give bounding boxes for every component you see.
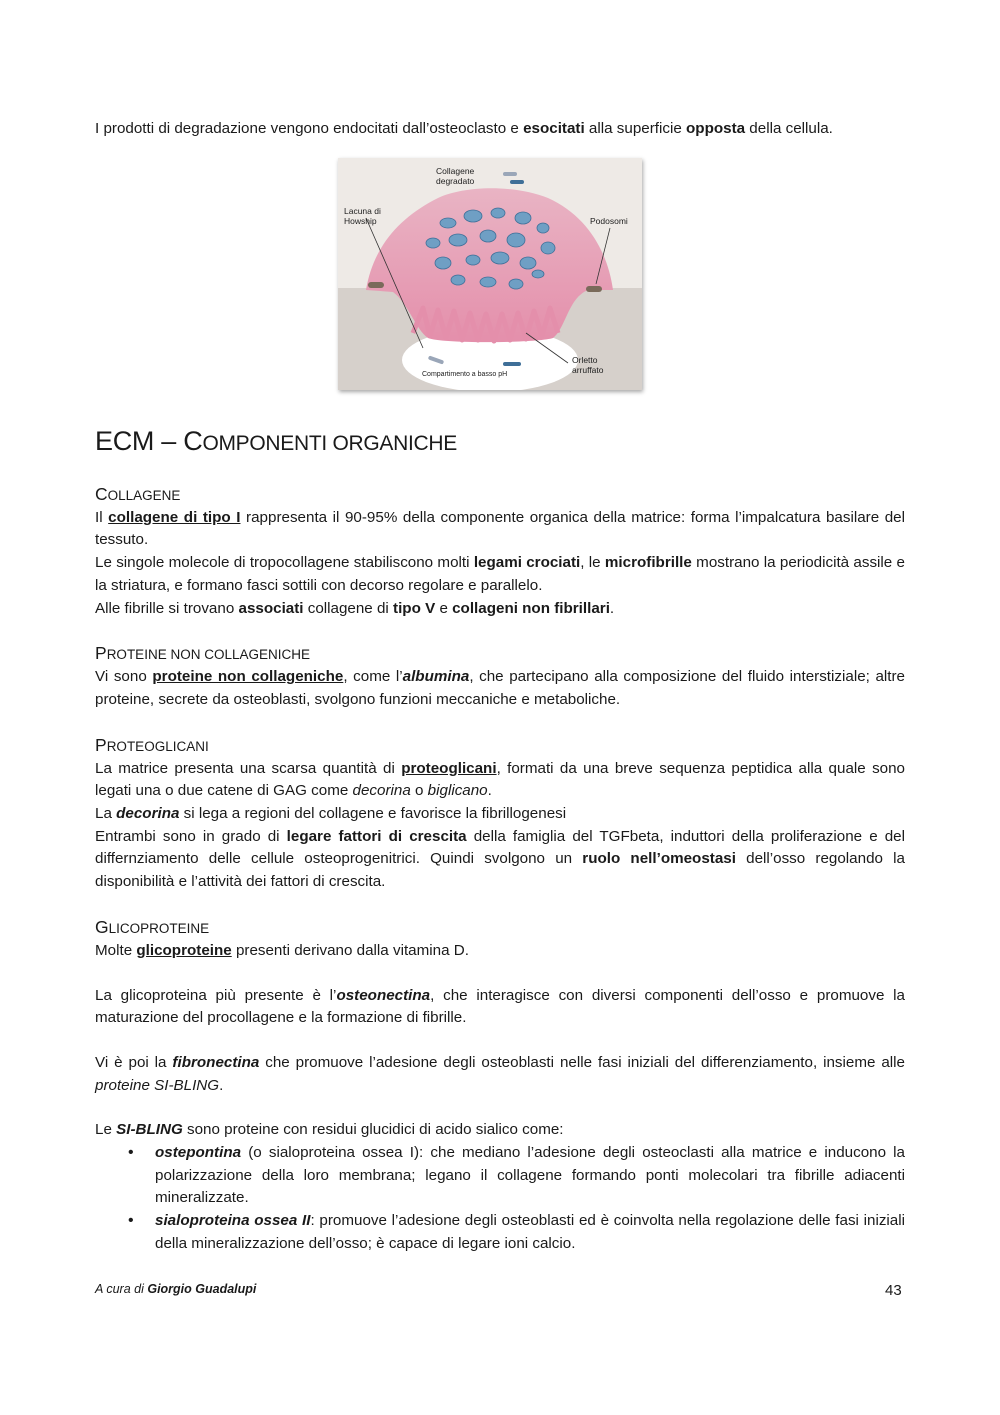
text: si lega a regioni del collagene e favorisce la fibrillogenesi [179, 805, 567, 823]
spacer [95, 1097, 905, 1119]
bold-term: tipo V [393, 599, 436, 617]
bold-italic-term: fibronectina [172, 1053, 260, 1071]
bold-term: ruolo nell’omeostasi [582, 850, 736, 868]
footer-prefix: A cura di [95, 1282, 148, 1296]
label-orletto-2: arruffato [572, 364, 604, 375]
label-compartimento: Compartimento a basso pH [422, 370, 508, 378]
collagene-p1 [95, 507, 905, 552]
bold-term: legare fattori di crescita [286, 827, 467, 845]
text: I prodotti di degradazione vengono endocitati dall’osteoclasto e [95, 120, 524, 137]
underlined-term: proteine non collageniche [152, 668, 344, 686]
text: Le [95, 1121, 117, 1139]
section-heading [95, 426, 905, 457]
page-content [95, 118, 905, 1256]
glicoproteine-p3 [95, 1052, 905, 1097]
podosome-left [368, 282, 384, 288]
text: Alle fibrille si trovano [95, 599, 239, 617]
proteoglicani-p3 [95, 826, 905, 894]
proteine-section [95, 642, 905, 711]
collagene-title [95, 483, 905, 507]
bold-italic-term: SI-BLING [116, 1121, 183, 1139]
bold-italic-term: ostepontina [155, 1144, 242, 1162]
glicoproteine-p2 [95, 985, 905, 1030]
osteoclast-diagram [338, 158, 642, 390]
page-number: 43 [885, 1282, 902, 1299]
label-lacuna-2: Howship [344, 215, 377, 226]
bold-italic-term: sialoproteina ossea II [155, 1212, 311, 1230]
heading-rest: OMPONENTI ORGANICHE [202, 431, 457, 455]
text: presenti derivano dalla vitamina D. [231, 941, 469, 959]
text: collagene di [303, 599, 394, 617]
glicoproteine-p4 [95, 1119, 905, 1142]
text: . [487, 782, 492, 800]
text: alla superficie [584, 120, 687, 137]
text: , le [580, 554, 605, 572]
text: , che partecipano alla composizione del fluido interstiziale; altre proteine, secrete da osteoblasti, svolgono funzioni meccaniche e metaboliche. [95, 668, 905, 708]
text: rappresenta il 90-95% della componente organica della matrice: forma l’impalcatura basilare del tessuto. [95, 508, 905, 549]
title-rest: ROTEOGLICANI [106, 738, 209, 754]
text: , formati da una breve sequenza peptidica alla quale sono legati una o due catene di GAG come [95, 759, 905, 800]
text: Vi sono [95, 668, 153, 686]
text: La matrice presenta una scarsa quantità di [95, 759, 402, 777]
label-collagene-1: Collagene [436, 165, 475, 176]
degraded-collagen [510, 180, 524, 184]
degraded-collagen [503, 172, 517, 176]
text: (o sialoproteina ossea I): che mediano l’adesione degli osteoclasti alla matrice e inducono la polarizzazione della loro membrana; legano il collagene formando ponti molecolari tra fibrille adiacenti mineralizzate. [155, 1144, 905, 1207]
text: Molte [95, 941, 137, 959]
degraded-collagen [503, 362, 521, 366]
proteoglicani-section [95, 734, 905, 894]
text: La glicoproteina più presente è l’ [95, 986, 337, 1004]
label-podosomi: Podosomi [590, 215, 628, 226]
text: e [435, 599, 453, 617]
text: sono proteine con residui glucidici di acido sialico come: [182, 1121, 564, 1139]
text: Il [95, 508, 109, 526]
title-initial: P [95, 643, 107, 664]
proteoglicani-title [95, 734, 905, 758]
intro-paragraph [95, 118, 905, 141]
proteine-p1 [95, 666, 905, 711]
text: Le singole molecole di tropocollagene stabiliscono molti [95, 554, 474, 572]
label-collagene-2: degradato [436, 175, 475, 186]
text: , che interagisce con diversi componenti dell’osso e promuove la maturazione del procollagene e la formazione di fibrille. [95, 986, 905, 1027]
glicoproteine-section [95, 916, 905, 1256]
text: . [609, 599, 615, 617]
text: : promuove l’adesione degli osteoblasti ed è coinvolta nella regolazione delle fasi iniziali della mineralizzazione dell’osso; è capace di legare ioni calcio. [155, 1212, 905, 1252]
sibling-list [95, 1142, 905, 1256]
footer-author [95, 1282, 256, 1296]
spacer [95, 1030, 905, 1052]
text: o [410, 782, 428, 800]
bold-term: collageni non fibrillari [452, 599, 610, 617]
text: . [219, 1076, 224, 1094]
bold-italic-term: decorina [116, 805, 180, 823]
text: La [95, 805, 117, 823]
italic-term: proteine SI-BLING [95, 1076, 220, 1094]
underlined-term: collagene di tipo I [108, 508, 241, 526]
italic-term: decorina [352, 782, 411, 800]
bold-italic-term: albumina [402, 668, 470, 686]
text: che promuove l’adesione degli osteoblasti nelle fasi iniziali del differenziamento, insieme alle [259, 1053, 905, 1071]
bold-term: opposta [686, 120, 746, 137]
footer-author-name: Giorgio Guadalupi [147, 1282, 257, 1296]
text: dell’osso regolando la disponibilità e l’attività dei fattori di crescita. [95, 850, 905, 891]
podosome-right [586, 286, 602, 292]
underlined-term: proteoglicani [401, 759, 497, 777]
collagene-section [95, 483, 905, 621]
figure-container [95, 158, 905, 408]
glicoproteine-title [95, 916, 905, 940]
proteoglicani-p1 [95, 758, 905, 803]
title-rest: ROTEINE NON COLLAGENICHE [106, 647, 310, 663]
text: mostrano la periodicità assile e la striatura, e formano fasci sottili con decorso regolare e parallelo. [95, 554, 906, 594]
glicoproteine-p1 [95, 940, 905, 963]
bold-term: microfibrille [604, 554, 692, 572]
italic-term: biglicano [427, 782, 488, 800]
title-initial: C [95, 483, 108, 504]
bold-italic-term: osteonectina [336, 986, 431, 1004]
label-lacuna-1: Lacuna di [344, 205, 381, 216]
title-initial: P [95, 734, 107, 755]
spacer [95, 963, 905, 985]
label-orletto-1: Orletto [572, 354, 598, 365]
text: Entrambi sono in grado di [95, 827, 287, 845]
heading-initial: C [183, 425, 203, 456]
proteine-title [95, 642, 905, 666]
underlined-term: glicoproteine [136, 941, 232, 959]
title-rest: LICOPROTEINE [108, 920, 210, 936]
osteoclast-illustration [338, 158, 642, 390]
list-item [155, 1142, 905, 1210]
title-initial: G [95, 916, 109, 937]
collagene-p2 [95, 552, 905, 597]
text: della cellula. [745, 120, 833, 137]
list-item [155, 1210, 905, 1255]
collagene-p3 [95, 598, 905, 621]
bold-term: legami crociati [473, 554, 581, 572]
text: , come l’ [343, 668, 403, 686]
proteoglicani-p2 [95, 803, 905, 826]
bold-term: esocitati [523, 120, 585, 137]
bold-term: associati [238, 599, 304, 617]
title-rest: OLLAGENE [107, 487, 181, 503]
text: della famiglia del TGFbeta, induttori della proliferazione e del differnziamento delle cellule osteoprogenitrici. Quindi svolgono un [95, 827, 906, 868]
text: Vi è poi la [95, 1053, 173, 1071]
heading-main: ECM – [95, 425, 177, 456]
